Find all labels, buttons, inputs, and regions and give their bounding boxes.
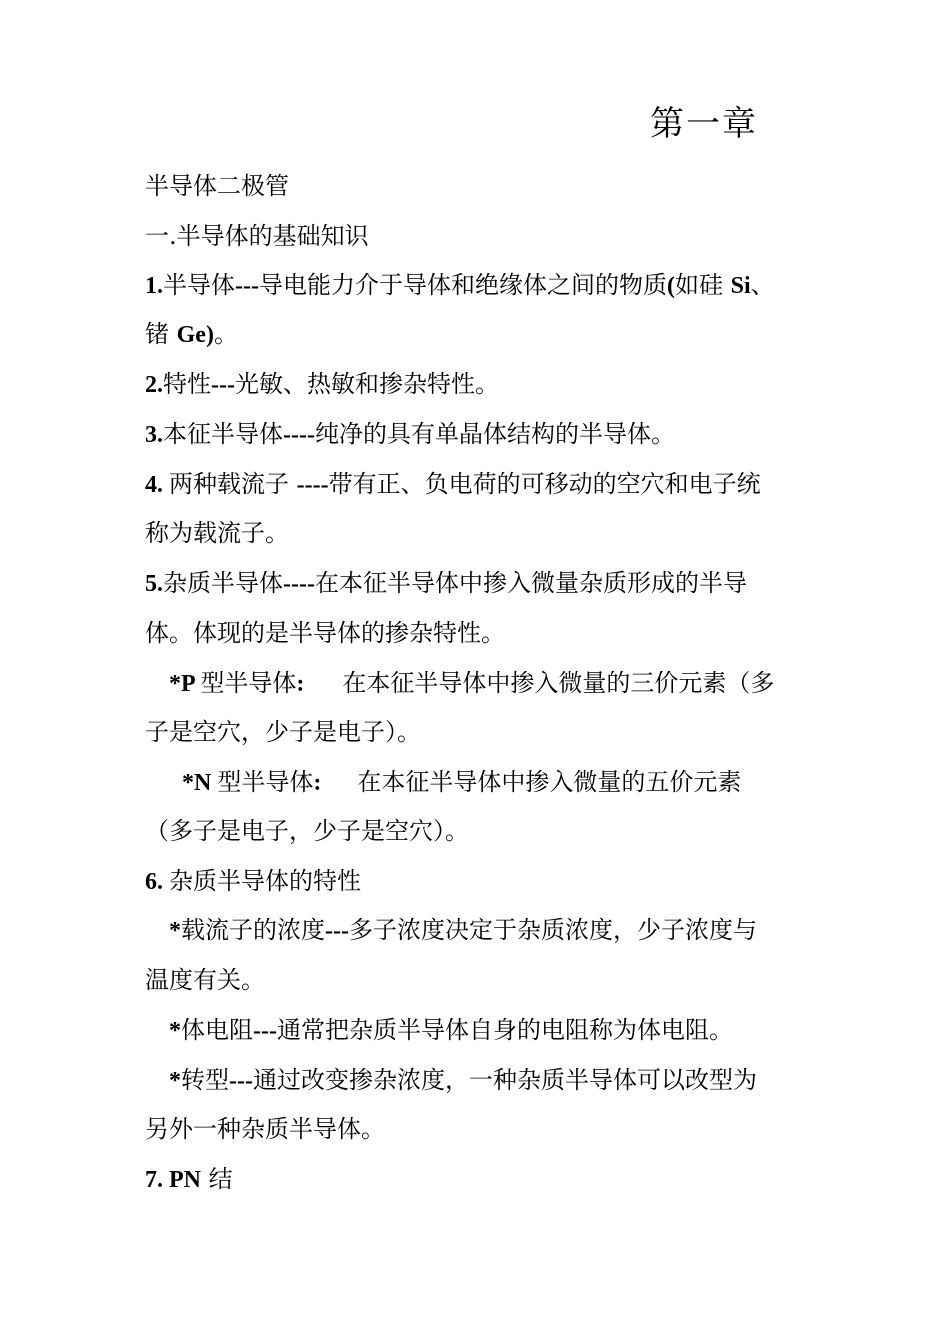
section-heading-1: [145, 220, 369, 252]
item-text: 纯净的具有单晶体结构的半导体。: [314, 420, 675, 448]
resistance-line: [145, 1014, 733, 1047]
resistance-text: 通常把杂质半导体自身的电阻称为体电阻。: [276, 1016, 733, 1044]
item-dash: ---: [211, 372, 235, 398]
n-type-line-2: （多子是电子，少子是空穴）。: [145, 817, 469, 845]
item-dash: ---: [229, 1068, 253, 1094]
paren-open: (: [666, 273, 675, 299]
item-number: 1.: [145, 273, 163, 299]
item-4-line-1: [145, 468, 761, 501]
n-type-line-1: [145, 766, 741, 799]
carrier-text: 多子浓度决定于杂质浓度，少子浓度与: [348, 916, 757, 944]
p-type-line-1: [145, 667, 774, 700]
item-dash: ---: [235, 273, 259, 299]
carrier-line-2: 温度有关。: [145, 966, 265, 994]
item-text: 锗: [145, 320, 177, 348]
item-dash: ---: [253, 1018, 277, 1044]
n-type-term: 型半导体: [217, 768, 314, 796]
carrier-term: 载流子的浓度: [181, 916, 325, 944]
pn-label: PN: [169, 1167, 201, 1193]
p-type-colon: :: [296, 671, 305, 697]
convert-term: 转型: [181, 1066, 229, 1094]
item-5-line-1: [145, 567, 747, 600]
item-term: 特性: [163, 370, 211, 398]
carrier-line-1: [145, 914, 757, 947]
item-dash: ---: [325, 918, 349, 944]
chapter-title: 第一章: [650, 104, 758, 144]
item-3: [145, 418, 675, 451]
item-text: 带有正、负电荷的可移动的空穴和电子统: [328, 470, 761, 498]
item-2: [145, 368, 499, 401]
convert-line-2: 另外一种杂质半导体。: [145, 1115, 385, 1143]
item-6: [145, 865, 361, 898]
item-text: 如硅: [674, 271, 731, 299]
item-1-line-1: [145, 269, 775, 302]
item-7: [145, 1163, 233, 1196]
p-type-term: 型半导体: [200, 669, 297, 697]
bullet-star: *: [169, 918, 181, 944]
section-title: 半导体的基础知识: [176, 222, 369, 250]
item-number: 6.: [145, 869, 169, 895]
item-text: 、: [750, 271, 775, 299]
item-text: 导电能力介于导体和绝缘体之间的物质: [258, 271, 667, 299]
item-number: 2.: [145, 372, 163, 398]
resistance-term: 体电阻: [181, 1016, 253, 1044]
convert-line-1: [145, 1064, 757, 1097]
bullet-star: *: [169, 1018, 181, 1044]
paren-close: ): [205, 322, 214, 348]
n-type-text: 在本征半导体中掺入微量的五价元素: [357, 768, 742, 796]
item-term: 本征半导体: [163, 420, 283, 448]
item-4-line-2: 称为载流子。: [145, 519, 289, 547]
item-text: 结: [201, 1165, 233, 1193]
section-number: 一.: [145, 222, 177, 250]
n-type-colon: :: [313, 770, 322, 796]
p-type-star: *P: [169, 671, 201, 697]
item-number: 4.: [145, 472, 169, 498]
element-ge: Ge: [176, 322, 206, 348]
item-text: 在本征半导体中掺入微量杂质形成的半导: [314, 569, 747, 597]
item-text: 光敏、热敏和掺杂特性。: [234, 370, 499, 398]
element-si: Si: [730, 273, 751, 299]
convert-text: 通过改变掺杂浓度，一种杂质半导体可以改型为: [252, 1066, 757, 1094]
item-term: 半导体: [163, 271, 235, 299]
item-term: 杂质半导体: [163, 569, 283, 597]
item-dash: ----: [283, 422, 315, 448]
p-type-line-2: 子是空穴，少子是电子）。: [145, 718, 421, 746]
item-1-line-2: [145, 318, 238, 351]
p-type-text: 在本征半导体中掺入微量的三价元素（多: [342, 669, 775, 697]
item-number: 5.: [145, 571, 163, 597]
item-number: 3.: [145, 422, 163, 448]
item-5-line-2: 体。体现的是半导体的掺杂特性。: [145, 619, 505, 647]
item-dash: ----: [296, 472, 329, 498]
item-text: 。: [213, 320, 238, 348]
n-type-star: *N: [182, 770, 218, 796]
bullet-star: *: [169, 1068, 181, 1094]
item-dash: ----: [283, 571, 315, 597]
item-number: 7.: [145, 1167, 169, 1193]
subtitle: 半导体二极管: [145, 172, 289, 200]
item-text: 杂质半导体的特性: [169, 867, 361, 895]
item-term: 两种载流子: [169, 470, 297, 498]
